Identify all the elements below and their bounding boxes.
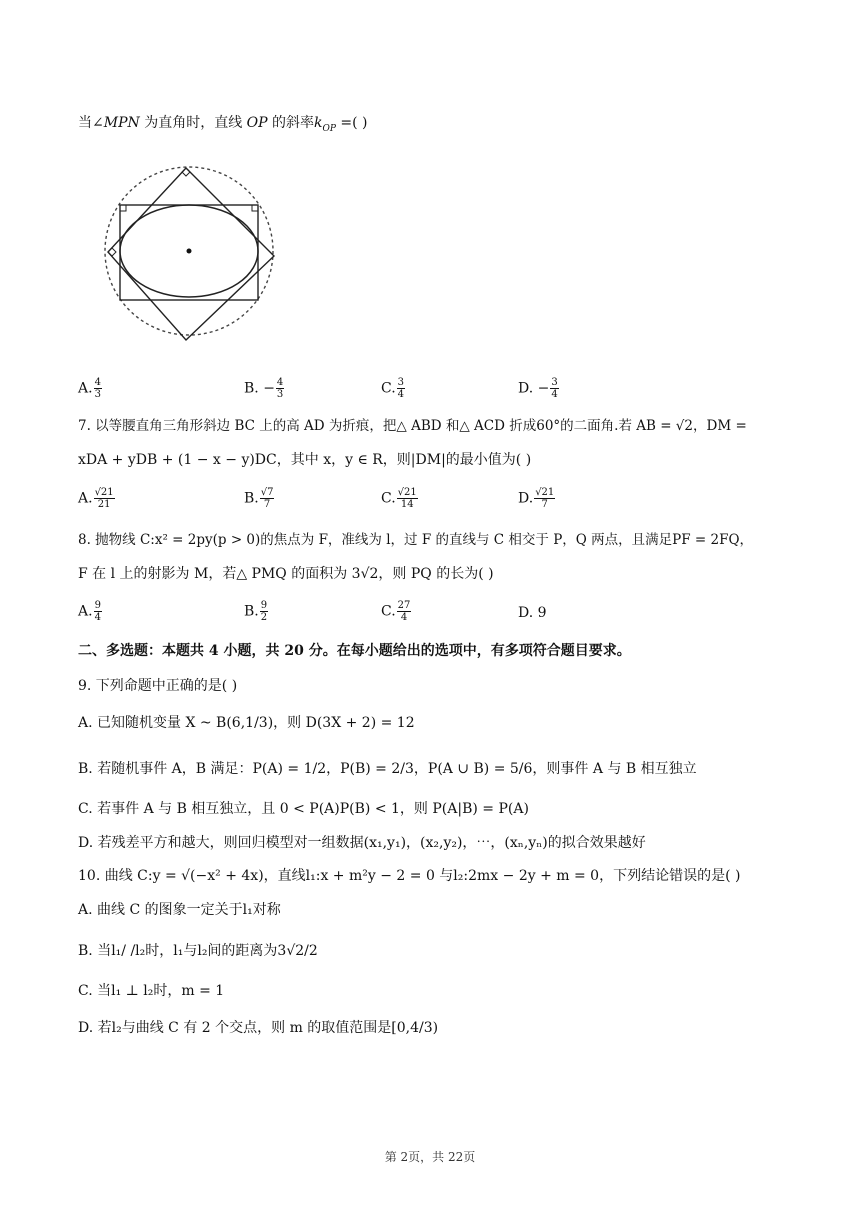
q9-option-d: D. 若残差平方和越大，则回归模型对一组数据(x₁,y₁)，(x₂,y₂)，⋯，(xₙ,yₙ)的拟合效果越好	[78, 835, 646, 851]
ellipse-circle-figure	[100, 162, 278, 342]
q9-option-b: B. 若随机事件 A，B 满足：P(A) = 1/2，P(B) = 2/3，P(A ∪ B) = 5/6，则事件 A 与 B 相互独立	[78, 761, 697, 777]
q8-option-d: D. 9	[518, 605, 547, 621]
q7-option-c: C. $\frac{√21}{14}$	[381, 487, 417, 510]
q6-option-a: A. $\frac{4}{3}$	[78, 377, 101, 400]
q8-line1: 8. 抛物线 C:x² = 2py(p > 0)的焦点为 F，准线为 l，过 F 的直线与 C 相交于 P，Q 两点，且满足PF = 2FQ，	[78, 532, 754, 548]
q10-option-d: D. 若l₂与曲线 C 有 2 个交点，则 m 的取值范围是[0,4/3)	[78, 1020, 439, 1036]
right-angle-mark	[120, 205, 126, 211]
q9-stem: 9. 下列命题中正确的是( )	[78, 678, 238, 694]
right-angle-mark	[108, 248, 116, 256]
q10-option-a: A. 曲线 C 的图象一定关于l₁对称	[78, 902, 281, 918]
q10-option-b: B. 当l₁/ /l₂时，l₁与l₂间的距离为3√2/2	[78, 943, 318, 959]
q6-option-c: C. $\frac{3}{4}$	[381, 377, 405, 400]
q8-option-c: C. $\frac{27}{4}$	[381, 600, 411, 623]
q7-line2: xDA + yDB + (1 − x − y)DC，其中 x，y ∈ R，则|DM|的最小值为( )	[78, 452, 532, 468]
q6-option-d: D. − $\frac{3}{4}$	[518, 377, 558, 400]
q7-option-d: D. $\frac{√21}{7}$	[518, 487, 555, 510]
q8-option-b: B. $\frac{9}{2}$	[244, 600, 268, 623]
q7-option-a: A. $\frac{√21}{21}$	[78, 487, 114, 510]
q6-option-b: B. − $\frac{4}{3}$	[244, 377, 284, 400]
right-angle-mark	[252, 205, 258, 211]
center-point	[187, 249, 192, 254]
page-footer: 第 2页，共 22页	[384, 1150, 476, 1164]
q9-option-c: C. 若事件 A 与 B 相互独立，且 0 < P(A)P(B) < 1，则 P(A|B) = P(A)	[78, 801, 529, 817]
section-heading: 二、多选题：本题共 4 小题，共 20 分。在每小题给出的选项中，有多项符合题目要求。	[78, 643, 631, 659]
q10-stem: 10. 曲线 C:y = √(−x² + 4x)，直线l₁:x + m²y − 2 = 0 与l₂:2mx − 2y + m = 0，下列结论错误的是( )	[78, 868, 741, 884]
q7-option-b: B. $\frac{√7}{7}$	[244, 487, 274, 510]
q6-stem: 当∠MPN 为直角时，直线 OP 的斜率$k_{OP}$ =( )	[78, 115, 368, 134]
q7-line1: 7. 以等腰直角三角形斜边 BC 上的高 AD 为折痕，把△ ABD 和△ ACD 折成60°的二面角.若 AB = √2，DM =	[78, 418, 747, 434]
q8-line2: F 在 l 上的射影为 M，若△ PMQ 的面积为 3√2，则 PQ 的长为( )	[78, 566, 494, 582]
q8-option-a: A. $\frac{9}{4}$	[78, 600, 101, 623]
q9-option-a: A. 已知随机变量 X ~ B(6,1/3)，则 D(3X + 2) = 12	[78, 715, 415, 731]
q10-option-c: C. 当l₁ ⊥ l₂时，m = 1	[78, 983, 225, 999]
